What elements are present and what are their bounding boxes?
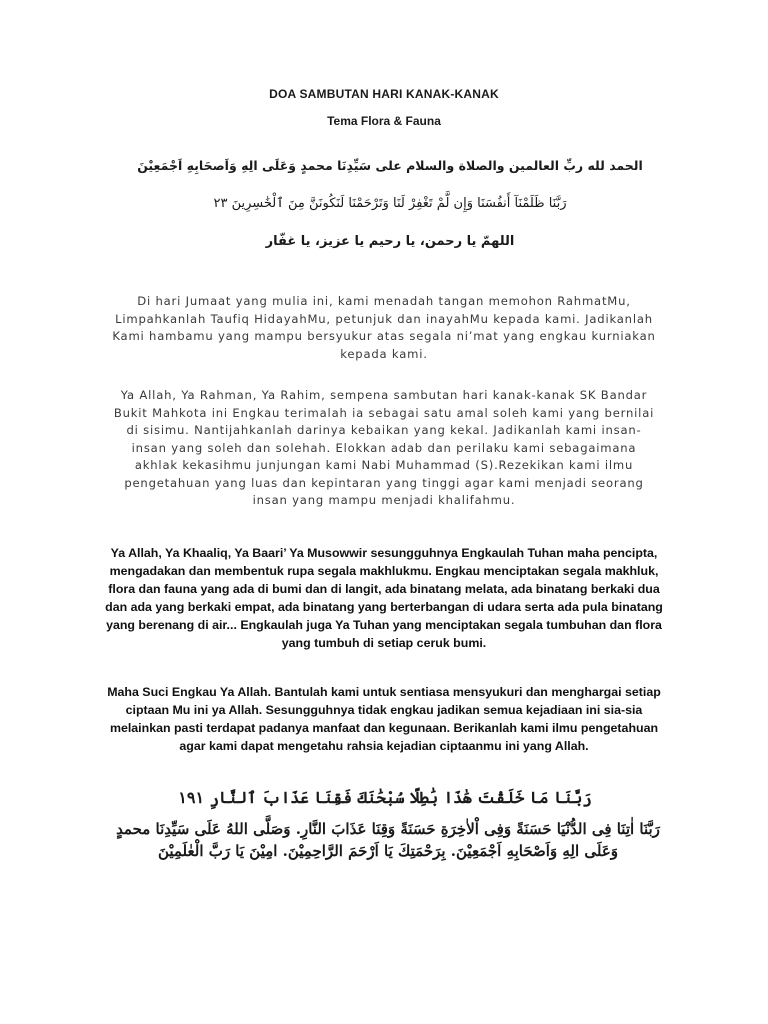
document-title: DOA SAMBUTAN HARI KANAK-KANAK bbox=[269, 87, 499, 101]
paragraph-2: Ya Allah, Ya Rahman, Ya Rahim, sempena sambutan hari kanak-kanak SK Bandar Bukit Mahkota ini Engkau terimalah ia sebagai satu amal soleh kami yang bernilai di sisimu. Nantijahkanlah darinya kebaikan yang kekal. Jadikanlah kami insan-insan yang soleh dan solehah. Elokkan adab dan perilaku kami sebagaimana akhlak kekasihmu junjungan kami Nabi Muhammad (S).Rezekikan kami ilmu pengetahuan yang luas dan kepintaran yang tinggi agar kami menjadi seorang insan yang mampu menjadi khalifahmu. bbox=[113, 388, 655, 507]
arabic-closing-prayer: رَبَّنَا اٰتِنَا فِى الدُّنْيَا حَسَنَةً وَفِى اْلاٰخِرَةِ حَسَنَةً وَقِنَا عَذَابَ النَّارِ. وَصَلَّى اللهُ عَلَى سَيِّدِنَا محمدٍ وَعَلَى الِهِ وَاَصْحَابِهِ اَجْمَعِيْنَ. بِرَحْمَتِكَ يَا اَرْحَمَ الرَّاحِمِيْنَ. امِيْنَ يَا رَبَّ الْعٰلَمِيْنَ bbox=[116, 820, 660, 860]
arabic-opening-praise: الحمد لله ربِّ العالمين والصلاة والسلام على سَيِّدِنَا محمدٍ وَعَلَى الِهِ وَاَصحَابِهِ اَجْمَعِيْنَ bbox=[137, 158, 643, 173]
document-subtitle: Tema Flora & Fauna bbox=[327, 114, 441, 128]
arabic-opening-invocation: اللهمّ يا رحمن، يا رحيم يا عزيز، يا غفّار bbox=[265, 234, 515, 249]
paragraph-3: Ya Allah, Ya Khaaliq, Ya Baari’ Ya Musowwir sesungguhnya Engkaulah Tuhan maha pencipta, mengadakan dan membentuk rupa segala makhlukmu. Engkau menciptakan segala makhluk, flora dan fauna yang ada di bumi dan di langit, ada binatang melata, ada binatang berkaki dua dan ada yang berkaki empat, ada binatang yang berterbangan di udara serta ada pula binatang yang berenang di air... Engkaulah juga Ya Tuhan yang menciptakan segala tumbuhan dan flora yang tumbuh di setiap ceruk bumi. bbox=[105, 546, 663, 650]
arabic-opening-verse: رَبَّنَا ظَلَمْنَآ أَنفُسَنَا وَإِن لَّمْ تَغْفِرْ لَنَا وَتَرْحَمْنَا لَنَكُونَنَّ مِنَ ٱلْخَٰسِرِينَ ٢٣ bbox=[213, 196, 567, 211]
arabic-closing-verse: رَبَّنَا مَا خَلَقْتَ هَٰذَا بَٰطِلًا سُبْحَٰنَكَ فَقِنَا عَذَابَ ٱلنَّارِ ١٩١ bbox=[178, 788, 592, 807]
paragraph-4: Maha Suci Engkau Ya Allah. Bantulah kami untuk sentiasa mensyukuri dan menghargai setiap ciptaan Mu ini ya Allah. Sesungguhnya tidak engkau jadikan semua kejadiaan ini sia-sia melainkan pasti terdapat padanya manfaat dan kegunaan. Berikanlah kami ilmu pengetahuan agar kami dapat mengetahu rahsia kejadian ciptaanmu ini yang Allah. bbox=[107, 685, 661, 753]
paragraph-1: Di hari Jumaat yang mulia ini, kami menadah tangan memohon RahmatMu, Limpahkanlah Taufiq HidayahMu, petunjuk dan inayahMu kepada kami. Jadikanlah Kami hambamu yang mampu bersyukur atas segala ni’mat yang engkau kurniakan kepada kami. bbox=[112, 294, 656, 361]
